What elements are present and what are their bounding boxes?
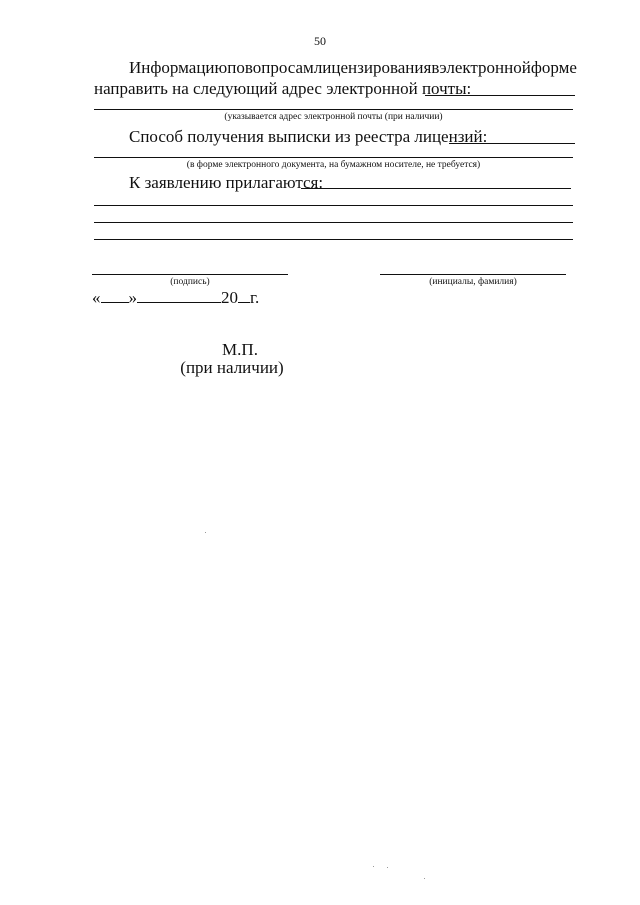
date-year-suffix: г. bbox=[250, 288, 260, 307]
date-month-field[interactable] bbox=[137, 301, 221, 303]
email-line1-word: форме bbox=[530, 58, 577, 77]
attachments-field-inline[interactable] bbox=[301, 188, 571, 189]
email-field-inline[interactable] bbox=[425, 95, 575, 96]
signature-caption: (подпись) bbox=[170, 277, 210, 287]
date-year-prefix: 20 bbox=[221, 288, 238, 307]
scan-speck bbox=[424, 878, 425, 879]
email-caption: (указывается адрес электронной почты (при наличии) bbox=[224, 112, 443, 122]
attachments-line-2[interactable] bbox=[94, 222, 573, 223]
email-line1-word: Информацию bbox=[129, 58, 228, 77]
email-line1-word: электронной bbox=[439, 58, 531, 77]
email-label: направить на следующий адрес электронной почты: bbox=[94, 79, 472, 98]
date-day-field[interactable] bbox=[101, 301, 129, 303]
scan-speck bbox=[373, 866, 374, 867]
email-field-line[interactable] bbox=[94, 109, 573, 110]
signature-line[interactable] bbox=[92, 274, 288, 275]
email-line1-word: в bbox=[431, 58, 440, 77]
attachments-line-3[interactable] bbox=[94, 239, 573, 240]
extract-label: Способ получения выписки из реестра лицензий: bbox=[129, 127, 488, 146]
date-close-quote: » bbox=[128, 288, 137, 307]
page-number: 50 bbox=[314, 34, 326, 48]
name-line[interactable] bbox=[380, 274, 566, 275]
attachments-line-1[interactable] bbox=[94, 205, 573, 206]
email-line1-word: по bbox=[227, 58, 245, 77]
email-line1-word: вопросам bbox=[244, 58, 314, 77]
scan-speck bbox=[205, 532, 206, 533]
stamp-note: (при наличии) bbox=[180, 358, 284, 377]
scan-speck bbox=[387, 867, 388, 868]
extract-field-inline[interactable] bbox=[449, 143, 575, 144]
email-line1-word: лицензирования bbox=[313, 58, 432, 77]
extract-field-line[interactable] bbox=[94, 157, 573, 158]
date-open-quote: « bbox=[92, 288, 101, 307]
attachments-label: К заявлению прилагаются: bbox=[129, 173, 324, 192]
name-caption: (инициалы, фамилия) bbox=[429, 277, 517, 287]
date-year-field[interactable] bbox=[238, 301, 250, 303]
email-paragraph-line-2 bbox=[94, 79, 471, 99]
date-line bbox=[92, 288, 259, 308]
extract-caption: (в форме электронного документа, на бумажном носителе, не требуется) bbox=[186, 160, 481, 170]
stamp-label: М.П. bbox=[222, 340, 258, 359]
email-paragraph-line-1 bbox=[129, 58, 576, 78]
